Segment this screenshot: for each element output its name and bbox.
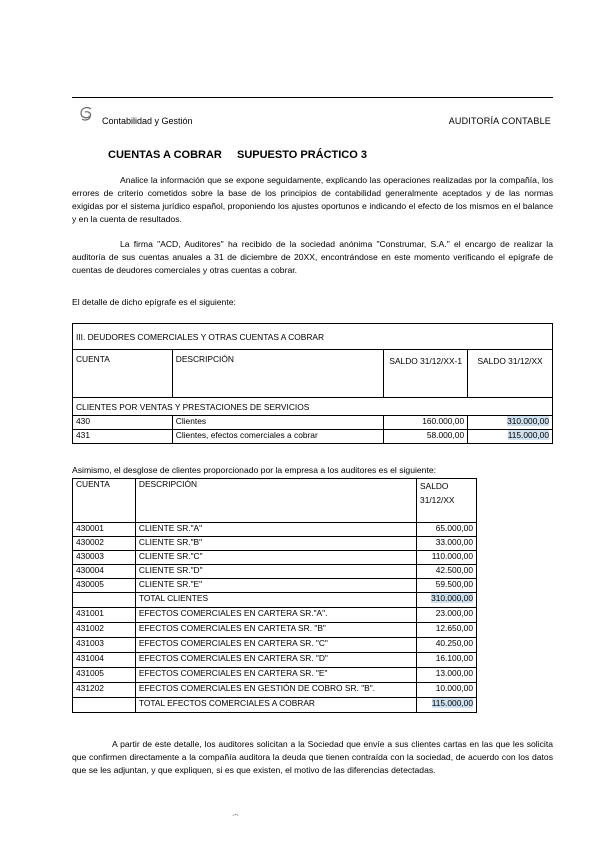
table2-cuenta: 430005 bbox=[73, 579, 136, 593]
table2-cuenta: 430003 bbox=[73, 551, 136, 565]
table1-col-saldo1: SALDO 31/12/XX-1 bbox=[384, 350, 468, 398]
table1-col-desc: DESCRIPCIÓN bbox=[172, 350, 383, 398]
table-row bbox=[73, 668, 477, 683]
table2-saldo: 23.000,00 bbox=[417, 608, 477, 623]
table2-cuenta: 430002 bbox=[73, 537, 136, 551]
table-row bbox=[73, 537, 477, 551]
table1-col-cuenta: CUENTA bbox=[73, 350, 173, 398]
table-row bbox=[73, 579, 477, 593]
table1-cuenta: 430 bbox=[73, 416, 173, 430]
table-row bbox=[73, 623, 477, 638]
table2-col-saldo: SALDO 31/12/XX bbox=[417, 479, 477, 523]
script-logo-icon bbox=[78, 106, 96, 122]
table2-saldo: 40.250,00 bbox=[417, 638, 477, 653]
table1-cuenta: 431 bbox=[73, 430, 173, 444]
table2-cuenta: 431002 bbox=[73, 623, 136, 638]
table1-heading: III. DEUDORES COMERCIALES Y OTRAS CUENTAS A COBRAR bbox=[73, 324, 553, 350]
total-clientes-value: 310.000,00 bbox=[431, 593, 473, 603]
table-row bbox=[73, 523, 477, 537]
paragraph-intro: Analice la información que se expone seguidamente, explicando las operaciones realizadas por la compañía, los errores de criterio cometidos sobre la base de los principios de contabilidad generalmente aceptados y de las normas exigidas por el sistema jurídico español, proponiendo los ajustes oportunos e indicando el efecto de los mismos en el balance y en la cuenta de resultados. bbox=[72, 175, 553, 224]
header-right-text: AUDITORÍA CONTABLE bbox=[448, 116, 551, 126]
table2-saldo: 59.500,00 bbox=[417, 579, 477, 593]
table2-cuenta: 431202 bbox=[73, 683, 136, 698]
table2-desc: EFECTOS COMERCIALES EN GESTIÓN DE COBRO SR. "B". bbox=[135, 683, 416, 698]
table2-desc: CLIENTE SR."D" bbox=[135, 565, 416, 579]
table2-saldo: 12.650,00 bbox=[417, 623, 477, 638]
table2-desc: CLIENTE SR."E" bbox=[135, 579, 416, 593]
table2-col-cuenta: CUENTA bbox=[73, 479, 136, 523]
header-rule bbox=[72, 97, 553, 98]
table2-desc: EFECTOS COMERCIALES EN CARTERA SR."A". bbox=[135, 608, 416, 623]
table1-saldo2: 115.000,00 bbox=[507, 430, 549, 440]
table2-saldo: 33.000,00 bbox=[417, 537, 477, 551]
table-row-total bbox=[73, 698, 477, 713]
table2-desc: CLIENTE SR."C" bbox=[135, 551, 416, 565]
page-footer-mark: ·-· bbox=[232, 812, 239, 819]
paragraph-context: La firma "ACD, Auditores" ha recibido de la sociedad anónima "Construmar, S.A." el encargo de realizar la auditoría de sus cuentas anuales a 31 de diciembre de 20XX, encontrándose en este momento verificando el epígrafe de cuentas de deudores comerciales y otras cuentas a cobrar. bbox=[72, 239, 553, 275]
table-row bbox=[73, 608, 477, 623]
table2-desc: EFECTOS COMERCIALES EN CARTETA SR. "B" bbox=[135, 623, 416, 638]
total-efectos-label: TOTAL EFECTOS COMERCIALES A COBRAR bbox=[135, 698, 416, 713]
table2-cuenta: 430004 bbox=[73, 565, 136, 579]
table2-cuenta: 431005 bbox=[73, 668, 136, 683]
table2-desc: EFECTOS COMERCIALES EN CARTERA SR. "E" bbox=[135, 668, 416, 683]
deudores-table bbox=[72, 323, 553, 444]
paragraph-clients-intro: Asimismo, el desglose de clientes proporcionado por la empresa a los auditores es el siguiente: bbox=[72, 465, 437, 475]
table2-cuenta: 431001 bbox=[73, 608, 136, 623]
table2-desc: EFECTOS COMERCIALES EN CARTERA SR. "C" bbox=[135, 638, 416, 653]
table2-desc: CLIENTE SR."B" bbox=[135, 537, 416, 551]
table1-saldo2: 310.000,00 bbox=[507, 416, 549, 426]
table2-desc: EFECTOS COMERCIALES EN CARTERA SR. "D" bbox=[135, 653, 416, 668]
table1-col-saldo2: SALDO 31/12/XX bbox=[468, 350, 553, 398]
table2-saldo: 10.000,00 bbox=[417, 683, 477, 698]
table1-section: CLIENTES POR VENTAS Y PRESTACIONES DE SERVICIOS bbox=[73, 398, 553, 416]
table-row bbox=[73, 430, 553, 444]
table2-saldo: 13.000,00 bbox=[417, 668, 477, 683]
table-row bbox=[73, 565, 477, 579]
table2-saldo: 16.100,00 bbox=[417, 653, 477, 668]
paragraph-conclusion: A partir de este detalle, los auditores solicitan a la Sociedad que envíe a sus clientes cartas en las que les solicita que confirmen directamente a la compañía auditora la deuda que tienen contraída con la sociedad, de acuerdo con los datos que se les adjuntan, y que expliquen, si es que existen, el motivo de las diferencias detectadas. bbox=[72, 739, 553, 775]
table2-cuenta: 431004 bbox=[73, 653, 136, 668]
total-efectos-value: 115.000,00 bbox=[431, 698, 473, 708]
table-row bbox=[73, 551, 477, 565]
clientes-table bbox=[72, 478, 477, 713]
table-row-total bbox=[73, 593, 477, 608]
table2-desc: CLIENTE SR."A" bbox=[135, 523, 416, 537]
total-clientes-label: TOTAL CLIENTES bbox=[135, 593, 416, 608]
table2-saldo: 110.000,00 bbox=[417, 551, 477, 565]
document-title: CUENTAS A COBRAR bbox=[108, 149, 222, 161]
document-subtitle: SUPUESTO PRÁCTICO 3 bbox=[237, 149, 367, 161]
table2-col-desc: DESCRIPCIÓN bbox=[135, 479, 416, 523]
table-row bbox=[73, 683, 477, 698]
table2-saldo: 65.000,00 bbox=[417, 523, 477, 537]
table2-cuenta: 431003 bbox=[73, 638, 136, 653]
table1-saldo1: 58.000,00 bbox=[384, 430, 468, 444]
table1-desc: Clientes bbox=[172, 416, 383, 430]
table1-saldo1: 160.000,00 bbox=[384, 416, 468, 430]
table-row bbox=[73, 653, 477, 668]
paragraph-detail-intro: El detalle de dicho epígrafe es el siguiente: bbox=[72, 297, 236, 307]
table-row bbox=[73, 416, 553, 430]
table-row bbox=[73, 638, 477, 653]
header-left-text: Contabilidad y Gestión bbox=[102, 116, 193, 126]
table1-desc: Clientes, efectos comerciales a cobrar bbox=[172, 430, 383, 444]
table2-cuenta: 430001 bbox=[73, 523, 136, 537]
table2-saldo: 42.500,00 bbox=[417, 565, 477, 579]
